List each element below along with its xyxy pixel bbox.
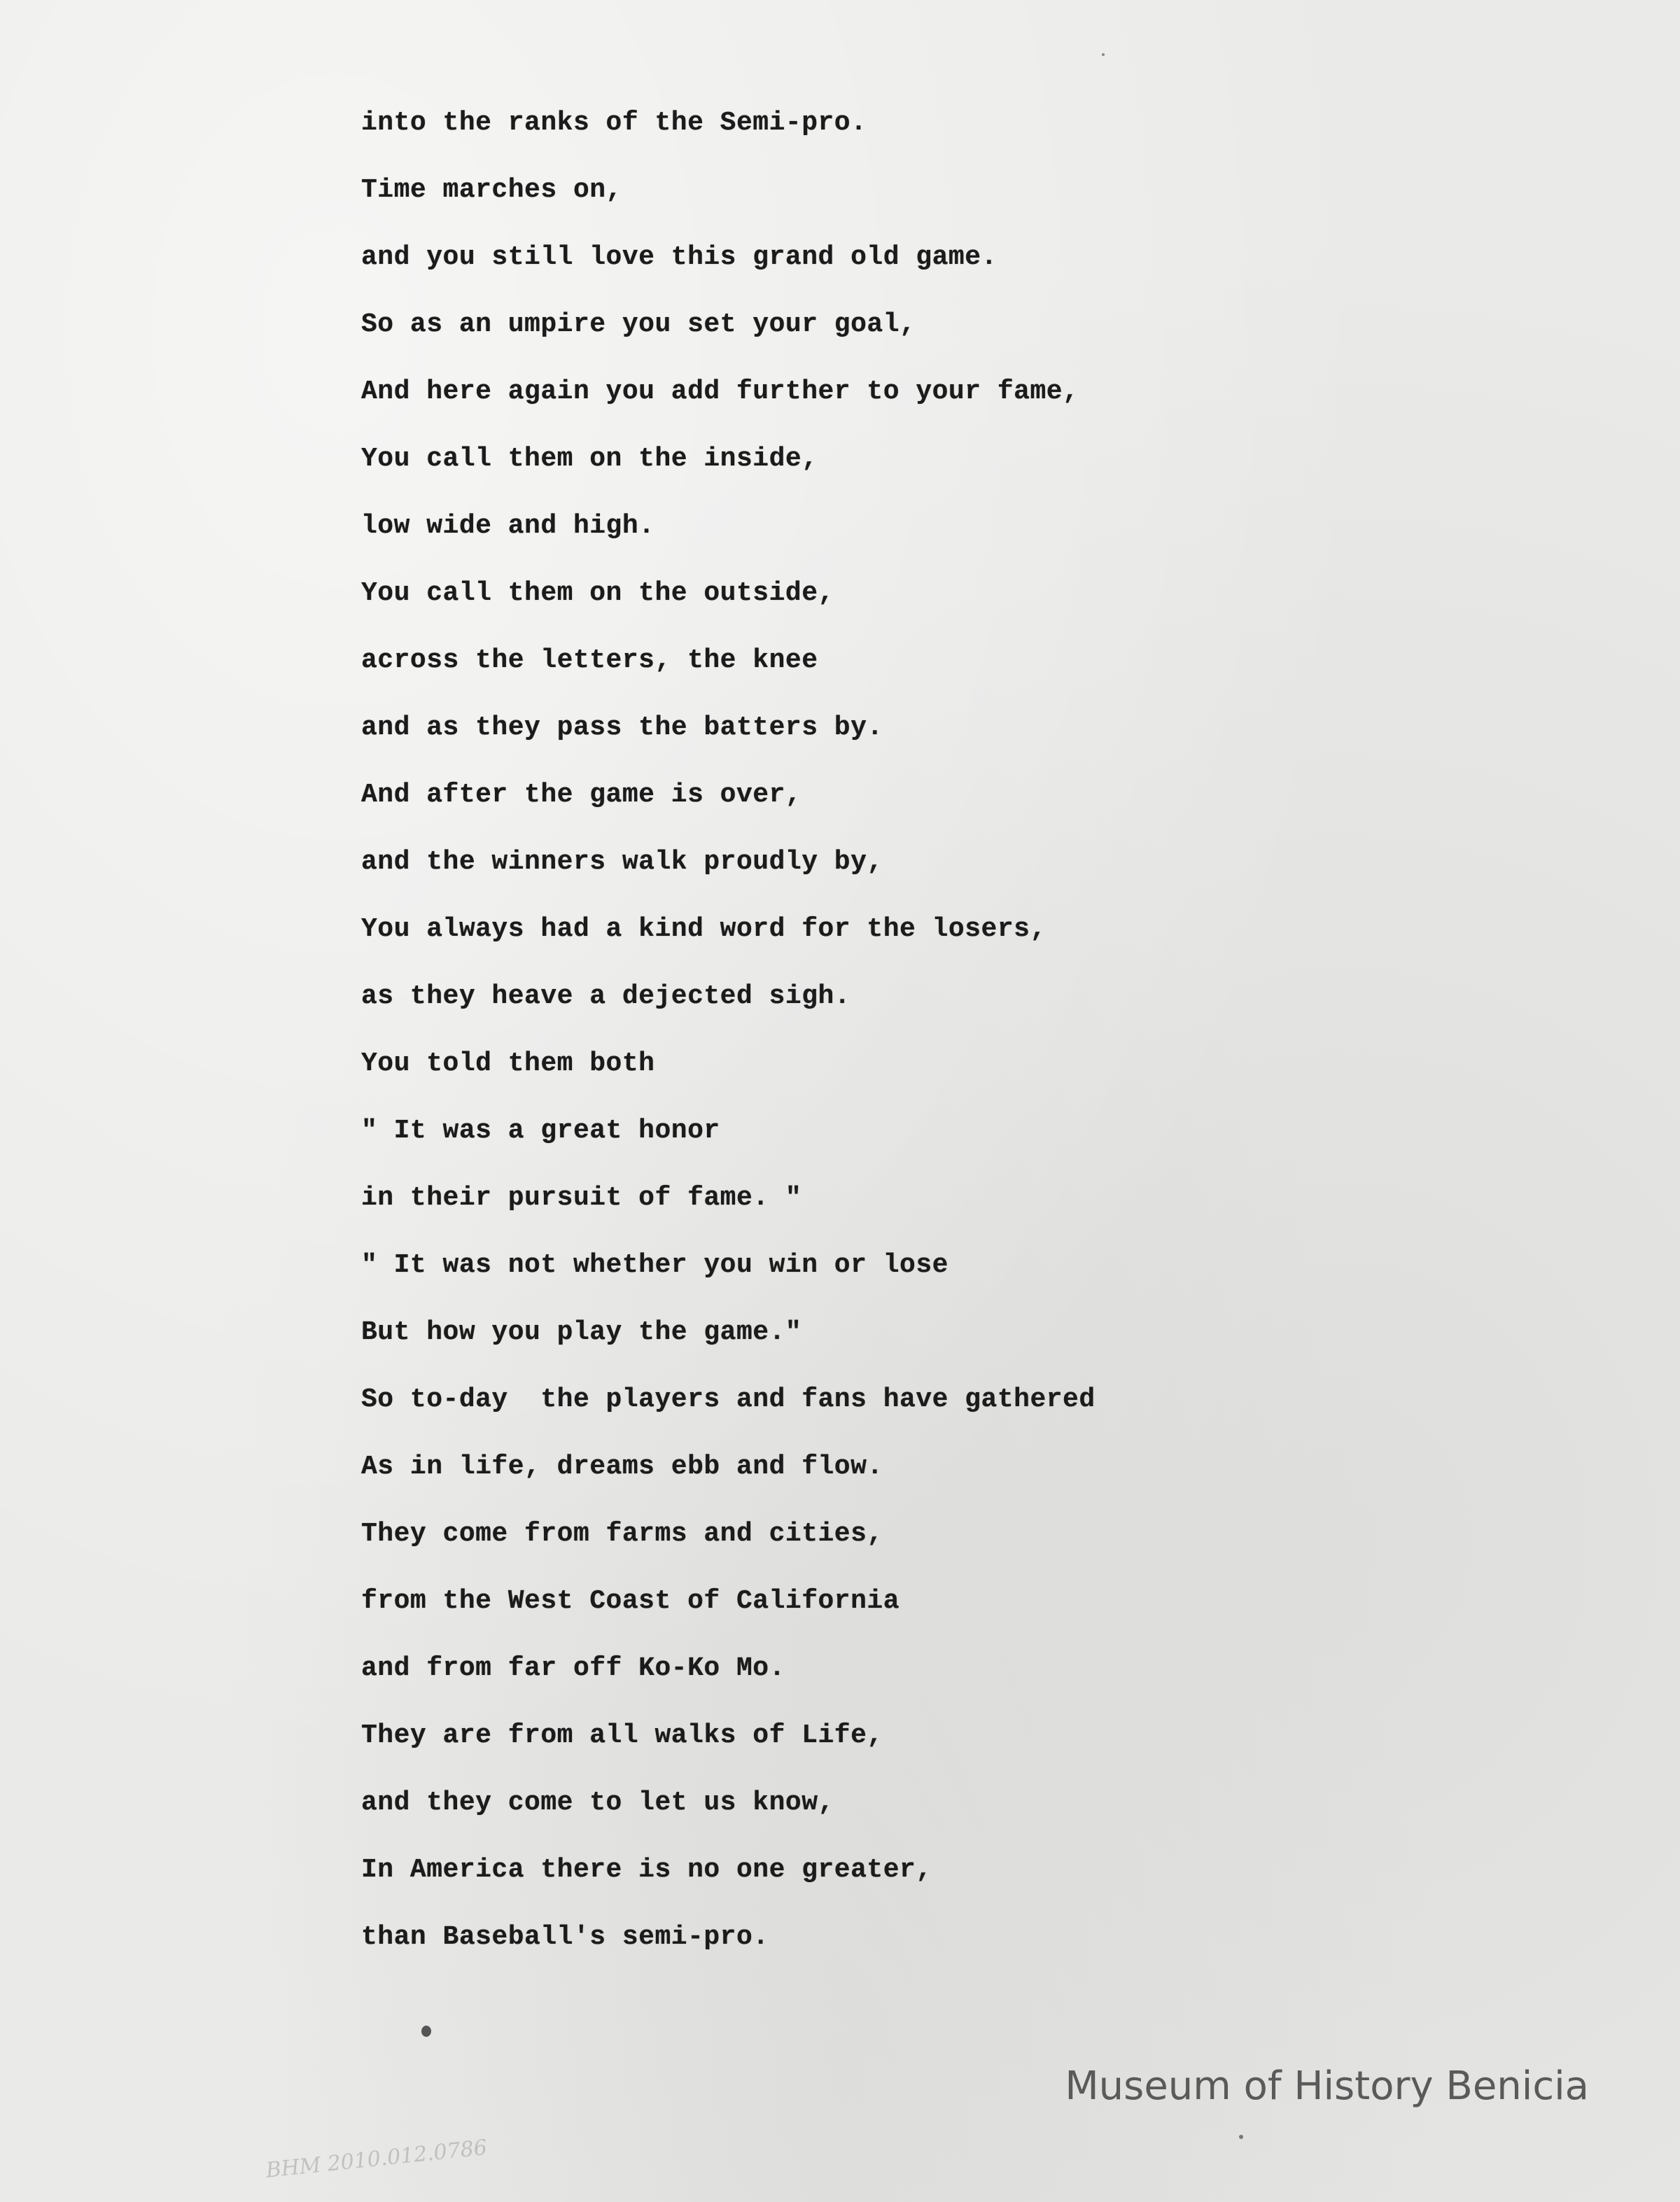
- poem-line: Time marches on,: [361, 175, 622, 205]
- poem-line: " It was not whether you win or lose: [361, 1250, 948, 1280]
- poem-line: You call them on the outside,: [361, 578, 834, 608]
- poem-line: and you still love this grand old game.: [361, 242, 997, 272]
- poem-line: In America there is no one greater,: [361, 1855, 932, 1885]
- poem-line: You call them on the inside,: [361, 444, 818, 474]
- poem-line: You always had a kind word for the losers,: [361, 914, 1046, 944]
- poem-line: low wide and high.: [361, 511, 655, 541]
- museum-watermark: Museum of History Benicia: [1065, 2063, 1589, 2109]
- poem-text: [361, 105, 1201, 1986]
- poem-line: into the ranks of the Semi-pro.: [361, 108, 867, 138]
- ink-speck: [1102, 53, 1105, 56]
- poem-line: They come from farms and cities,: [361, 1519, 883, 1549]
- poem-line: as they heave a dejected sigh.: [361, 981, 851, 1011]
- poem-line: and the winners walk proudly by,: [361, 847, 883, 877]
- ink-speck: [1239, 2135, 1243, 2139]
- poem-line: They are from all walks of Life,: [361, 1720, 883, 1751]
- poem-line: So to-day the players and fans have gathered: [361, 1384, 1096, 1415]
- catalog-number: BHM 2010.012.0786: [265, 2135, 489, 2183]
- poem-line: And here again you add further to your fame,: [361, 377, 1079, 407]
- poem-line: You told them both: [361, 1049, 655, 1079]
- poem-line: from the West Coast of California: [361, 1586, 900, 1616]
- poem-line: than Baseball's semi-pro.: [361, 1922, 769, 1952]
- poem-line: across the letters, the knee: [361, 645, 818, 675]
- poem-line: So as an umpire you set your goal,: [361, 309, 916, 339]
- poem-line: But how you play the game.": [361, 1317, 802, 1347]
- poem-line: As in life, dreams ebb and flow.: [361, 1452, 883, 1482]
- ink-speck: [421, 2026, 431, 2037]
- poem-line: and as they pass the batters by.: [361, 713, 883, 743]
- poem-line: And after the game is over,: [361, 780, 802, 810]
- poem-line: and they come to let us know,: [361, 1788, 834, 1818]
- poem-line: in their pursuit of fame. ": [361, 1183, 802, 1213]
- poem-line: and from far off Ko-Ko Mo.: [361, 1653, 785, 1683]
- poem-line: " It was a great honor: [361, 1116, 720, 1146]
